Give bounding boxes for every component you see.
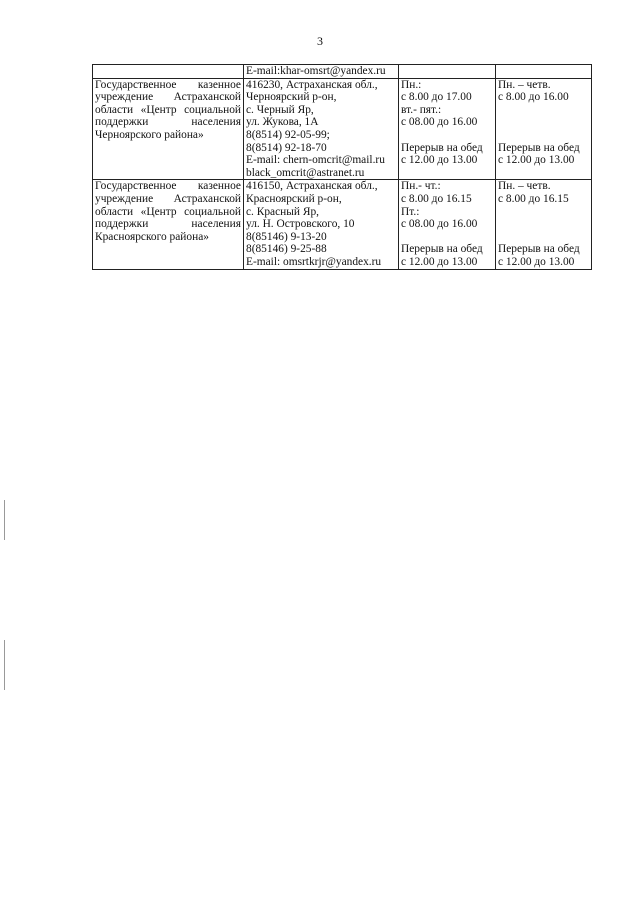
address-line: с. Черный Яр, [246,103,314,116]
address-line: 416230, Астраханская обл., [246,78,378,91]
address-line: с. Красный Яр, [246,205,319,218]
org-name: Государственное казенное учреждение Астраханской области «Центр социальной поддержки населения Черноярского района» [95,78,241,141]
address-line: ул. Н. Островского, 10 [246,218,355,231]
schedule1-cell [399,78,496,180]
top-cell-schedule1 [399,65,496,79]
schedule-line: Пн.: [401,78,422,91]
lunch-line: с 12.00 до 13.00 [498,255,575,268]
lunch-line: с 12.00 до 13.00 [498,154,575,167]
phone-line: 8(8514) 92-05-99; [246,128,330,141]
phone-line: 8(85146) 9-13-20 [246,230,327,243]
page-number: 3 [317,34,323,48]
schedule-line: с 8.00 до 17.00 [401,91,472,104]
schedule-line: Пн. – четв. [498,78,551,91]
email-text: E-mail:khar-omsrt@yandex.ru [246,65,386,77]
lunch-line: Перерыв на обед [498,141,580,154]
scan-edge-mark [4,500,5,540]
schedule-line: с 8.00 до 16.15 [498,192,569,205]
top-cell-schedule2 [496,65,592,79]
lunch-line: с 12.00 до 13.00 [401,255,478,268]
lunch-line: Перерыв на обед [401,141,483,154]
phone-line: 8(85146) 9-25-88 [246,243,327,256]
schedule2-cell [496,180,592,269]
org-cell [93,78,244,180]
table-row [93,180,592,269]
address-line: Красноярский р-он, [246,192,342,205]
schedule-line: Пн. – четв. [498,180,551,193]
schedule-line: с 08.00 до 16.00 [401,218,478,231]
org-cell [93,180,244,269]
address-line: ул. Жукова, 1А [246,116,319,129]
institutions-table [92,64,592,270]
table-row [93,78,592,180]
lunch-line: Перерыв на обед [401,243,483,256]
top-cell-email [244,65,399,79]
org-name: Государственное казенное учреждение Астраханской области «Центр социальной поддержки населения Красноярского района» [95,180,241,243]
schedule-line: вт.- пят.: [401,103,442,116]
address-line: 416150, Астраханская обл., [246,180,378,193]
schedule-line: с 8.00 до 16.15 [401,192,472,205]
lunch-line: Перерыв на обед [498,243,580,256]
schedule-line: с 8.00 до 16.00 [498,91,569,104]
address-cell [244,180,399,269]
schedule-line: с 08.00 до 16.00 [401,116,478,129]
lunch-line: с 12.00 до 13.00 [401,154,478,167]
email-line: E-mail: chern-omcrit@mail.ru [246,154,385,167]
email-line: E-mail: omsrtkrjr@yandex.ru [246,255,382,268]
scan-edge-mark [4,640,5,690]
address-cell [244,78,399,180]
top-cell-org [93,65,244,79]
table-row-top [93,65,592,79]
schedule-line: Пн.- чт.: [401,180,441,193]
email-line: black_omcrit@astranet.ru [246,166,365,179]
phone-line: 8(8514) 92-18-70 [246,141,327,154]
address-line: Черноярский р-он, [246,91,337,104]
schedule2-cell [496,78,592,180]
schedule1-cell [399,180,496,269]
schedule-line: Пт.: [401,205,420,218]
